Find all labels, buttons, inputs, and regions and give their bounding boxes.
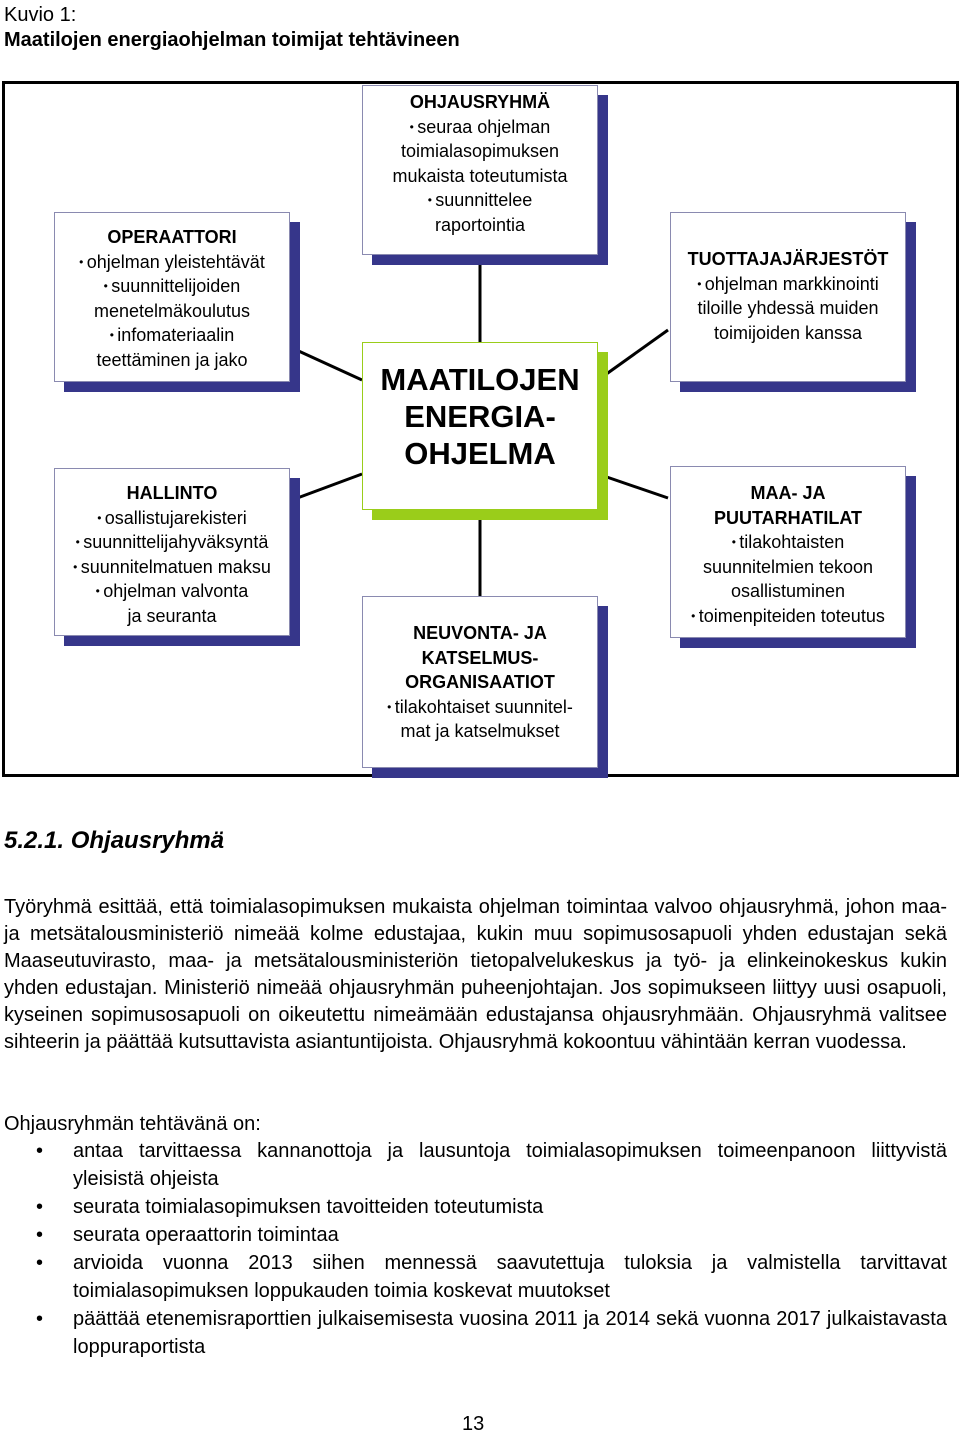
node-item: • ohjelman valvonta xyxy=(55,579,289,604)
list-item xyxy=(0,1137,947,1193)
list-item xyxy=(0,1305,947,1361)
node-item: • toimenpiteiden toteutus xyxy=(671,604,905,629)
node-title: ORGANISAATIOT xyxy=(405,672,555,692)
list-item-text: seurata toimialasopimuksen tavoitteiden toteutumista xyxy=(73,1196,544,1218)
page-number: 13 xyxy=(462,1413,485,1435)
node-item: • suunnittelijahyväksyntä xyxy=(55,530,289,555)
node-title: OPERAATTORI xyxy=(107,227,237,247)
section-heading: 5.2.1. Ohjausryhmä xyxy=(4,827,225,854)
node-item: • suunnittelijoiden xyxy=(55,274,289,299)
node-neuvonta-ja-katselmusorganisaatiot xyxy=(362,596,598,768)
center-title-line: OHJELMA xyxy=(404,436,556,471)
figure-caption-label: Kuvio 1: xyxy=(4,4,77,26)
node-maatilojen-energiaohjelma xyxy=(362,342,598,510)
list-item xyxy=(0,1249,947,1305)
list-item-text: seurata operaattorin toimintaa xyxy=(73,1224,339,1246)
list-item-text: antaa tarvittaessa kannanottoja ja lausuntoja toimialasopimuksen toimeenpanoon liittyvistä yleisistä ohjeista xyxy=(73,1140,947,1190)
list-intro: Ohjausryhmän tehtävänä on: xyxy=(4,1113,261,1135)
list-item xyxy=(0,1193,947,1221)
bullet-icon: • xyxy=(36,1308,44,1330)
bullet-icon: • xyxy=(36,1252,44,1274)
node-title: MAA- JA xyxy=(750,483,826,503)
node-hallinto xyxy=(54,468,290,636)
node-title: TUOTTAJAJÄRJESTÖT xyxy=(687,249,889,269)
connector-tuottajat-center xyxy=(598,330,668,380)
bullet-icon: • xyxy=(36,1224,44,1246)
list-item xyxy=(0,1221,947,1249)
node-item: • osallistujarekisteri xyxy=(55,506,289,531)
figure-caption-title: Maatilojen energiaohjelman toimijat tehtävineen xyxy=(4,29,460,51)
list-item-text: päättää etenemisraporttien julkaisemisesta vuosina 2011 ja 2014 sekä vuonna 2017 julkaistavasta loppuraportista xyxy=(73,1308,947,1358)
center-title-line: ENERGIA- xyxy=(404,399,556,434)
node-item: • ohjelman yleistehtävät xyxy=(55,250,289,275)
node-item: • seuraa ohjelman xyxy=(363,115,597,140)
node-item: suunnitelmien tekoon xyxy=(702,556,874,577)
bullet-icon: • xyxy=(36,1140,44,1162)
node-title: OHJAUSRYHMÄ xyxy=(409,92,551,112)
node-item: • infomateriaalin xyxy=(55,323,289,348)
node-item: osallistuminen xyxy=(730,581,846,601)
node-tuottajajarjestot xyxy=(670,212,906,382)
node-item: • suunnitelmatuen maksu xyxy=(55,555,289,580)
body-paragraph: Työryhmä esittää, että toimialasopimuksen mukaista ohjelman toimintaa valvoo ohjausryhmä, johon maa- ja metsätalousministeriö nimeää kolme edustajaa, kukin muu sopimusosapuoli yhden edustajan sekä Maaseutuvirasto, maa- ja metsätalousministeriön tietopalvelukeskus ja työ- ja elinkeinokeskus kukin yhden edustajan. Ministeriö nimeää ohjausryhmän puheenjohtajan. Jos sopimukseen liittyy uusi osapuoli, kyseinen sopimusosapuoli on oikeutettu nimeämään edustajansa ohjausryhmään. Ohjausryhmä valitsee sihteerin ja päättää kutsuttavista asiantuntijoista. Ohjausryhmä kokoontuu vähintään kerran vuodessa. xyxy=(4,896,947,1053)
node-item: mukaista toteutumista xyxy=(392,165,568,186)
node-item: toimijoiden kanssa xyxy=(713,322,863,343)
node-ohjausryhma xyxy=(362,85,598,255)
node-item: mat ja katselmukset xyxy=(400,721,560,741)
connector-tilat-center xyxy=(598,474,668,498)
node-item: tiloille yhdessä muiden xyxy=(697,298,879,318)
node-item: ja seuranta xyxy=(127,605,217,626)
node-item: • tilakohtaisten xyxy=(671,530,905,555)
connector-operaattori-center xyxy=(292,348,362,380)
node-item: • ohjelman markkinointi xyxy=(671,272,905,297)
node-title: PUUTARHATILAT xyxy=(714,507,862,528)
node-item: • tilakohtaiset suunnitel- xyxy=(363,695,597,720)
node-item: raportointia xyxy=(434,214,526,235)
node-item: teettäminen ja jako xyxy=(96,349,248,370)
task-list xyxy=(0,1137,947,1361)
list-item-text: arvioida vuonna 2013 siihen mennessä saavutettuja tuloksia ja valmistella tarvittavat toimialasopimuksen loppukauden toimia koskevat muutokset xyxy=(73,1252,947,1302)
bullet-icon: • xyxy=(36,1196,44,1218)
node-title: KATSELMUS- xyxy=(421,647,539,668)
node-item: • suunnittelee xyxy=(363,188,597,213)
node-operaattori xyxy=(54,212,290,382)
node-maa-ja-puutarhatilat xyxy=(670,466,906,638)
node-item: toimialasopimuksen xyxy=(400,141,560,161)
center-title-line: MAATILOJEN xyxy=(380,362,580,397)
node-title: HALLINTO xyxy=(126,483,218,503)
node-title: NEUVONTA- JA xyxy=(413,623,547,643)
node-item: menetelmäkoulutus xyxy=(93,300,251,321)
connector-hallinto-center xyxy=(292,474,362,500)
